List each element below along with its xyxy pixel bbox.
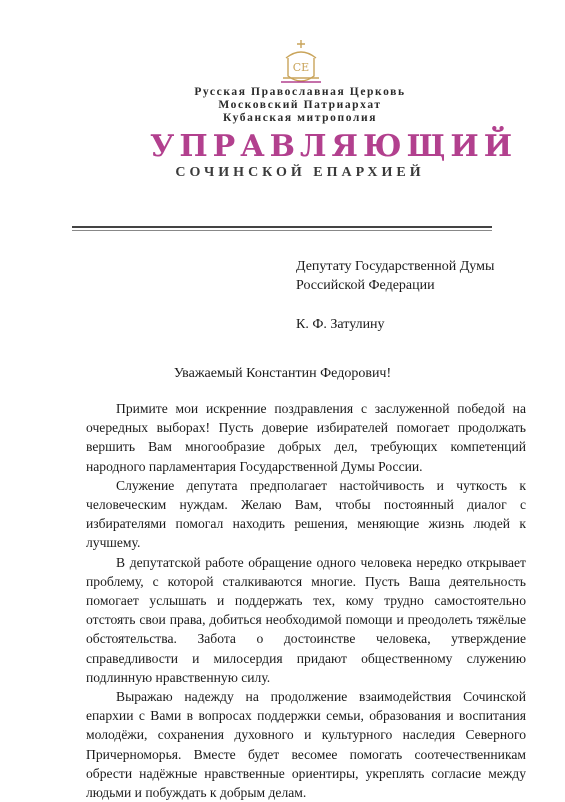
office-subtitle: СОЧИНСКОЙ ЕПАРХИЕЙ <box>175 165 425 180</box>
church-hierarchy <box>150 86 450 125</box>
office-title: УПРАВЛЯЮЩИЙ <box>150 129 518 164</box>
body-paragraph: Служение депутата предполагает настойчивость и чуткость к человеческим нуждам. Желаю Вам, чтобы постоянный диалог с избирателями помогал находить решения, меняющие жизнь людей к лучшему. <box>86 477 526 551</box>
addressee-name: К. Ф. Затулину <box>296 317 385 332</box>
church-line: Русская Православная Церковь <box>194 86 406 98</box>
salutation: Уважаемый Константин Федорович! <box>173 366 392 381</box>
addressee-block <box>296 257 526 334</box>
header-divider-thin <box>72 230 492 231</box>
letter-body <box>86 399 526 802</box>
emblem-initials: СЕ <box>292 61 310 74</box>
body-paragraph: В депутатской работе обращение одного человека нередко открывает проблему, с которой сталкиваются многие. Пусть Ваша деятельность помогает услышать и поддержать тех, кому трудно самостоятельно отстоять свои права, добиться необходимой помощи и преодолеть тяжёлые обстоятельства. Забота о достоинстве человека, утверждение справедливости и милосердия придают общественному служению подлинную нравственную силу. <box>86 554 526 685</box>
church-line: Московский Патриархат <box>218 99 382 111</box>
header-divider <box>72 226 492 228</box>
church-line: Кубанская митрополия <box>222 112 378 124</box>
body-paragraph: Примите мои искренние поздравления с заслуженной победой на очередных выборах! Пусть доверие избирателей помогает продолжать вершить Вам многообразие добрых дел, требующих компетенций народного парламентария Государственной Думы России. <box>86 401 526 474</box>
addressee-line: Российской Федерации <box>296 278 435 293</box>
body-paragraph: Выражаю надежду на продолжение взаимодействия Сочинской епархии с Вами в вопросах поддержки семьи, образования и воспитания молодёжи, сохранения духовного и культурного наследия Северного Причерноморья. Вместе будет весомее помогать соотечественникам обрести надёжные нравственные ориентиры, укреплять согласие между людьми и побуждать к добрым делам. <box>86 689 526 801</box>
diocese-emblem-icon <box>278 38 324 88</box>
addressee-line: Депутату Государственной Думы <box>296 259 495 274</box>
